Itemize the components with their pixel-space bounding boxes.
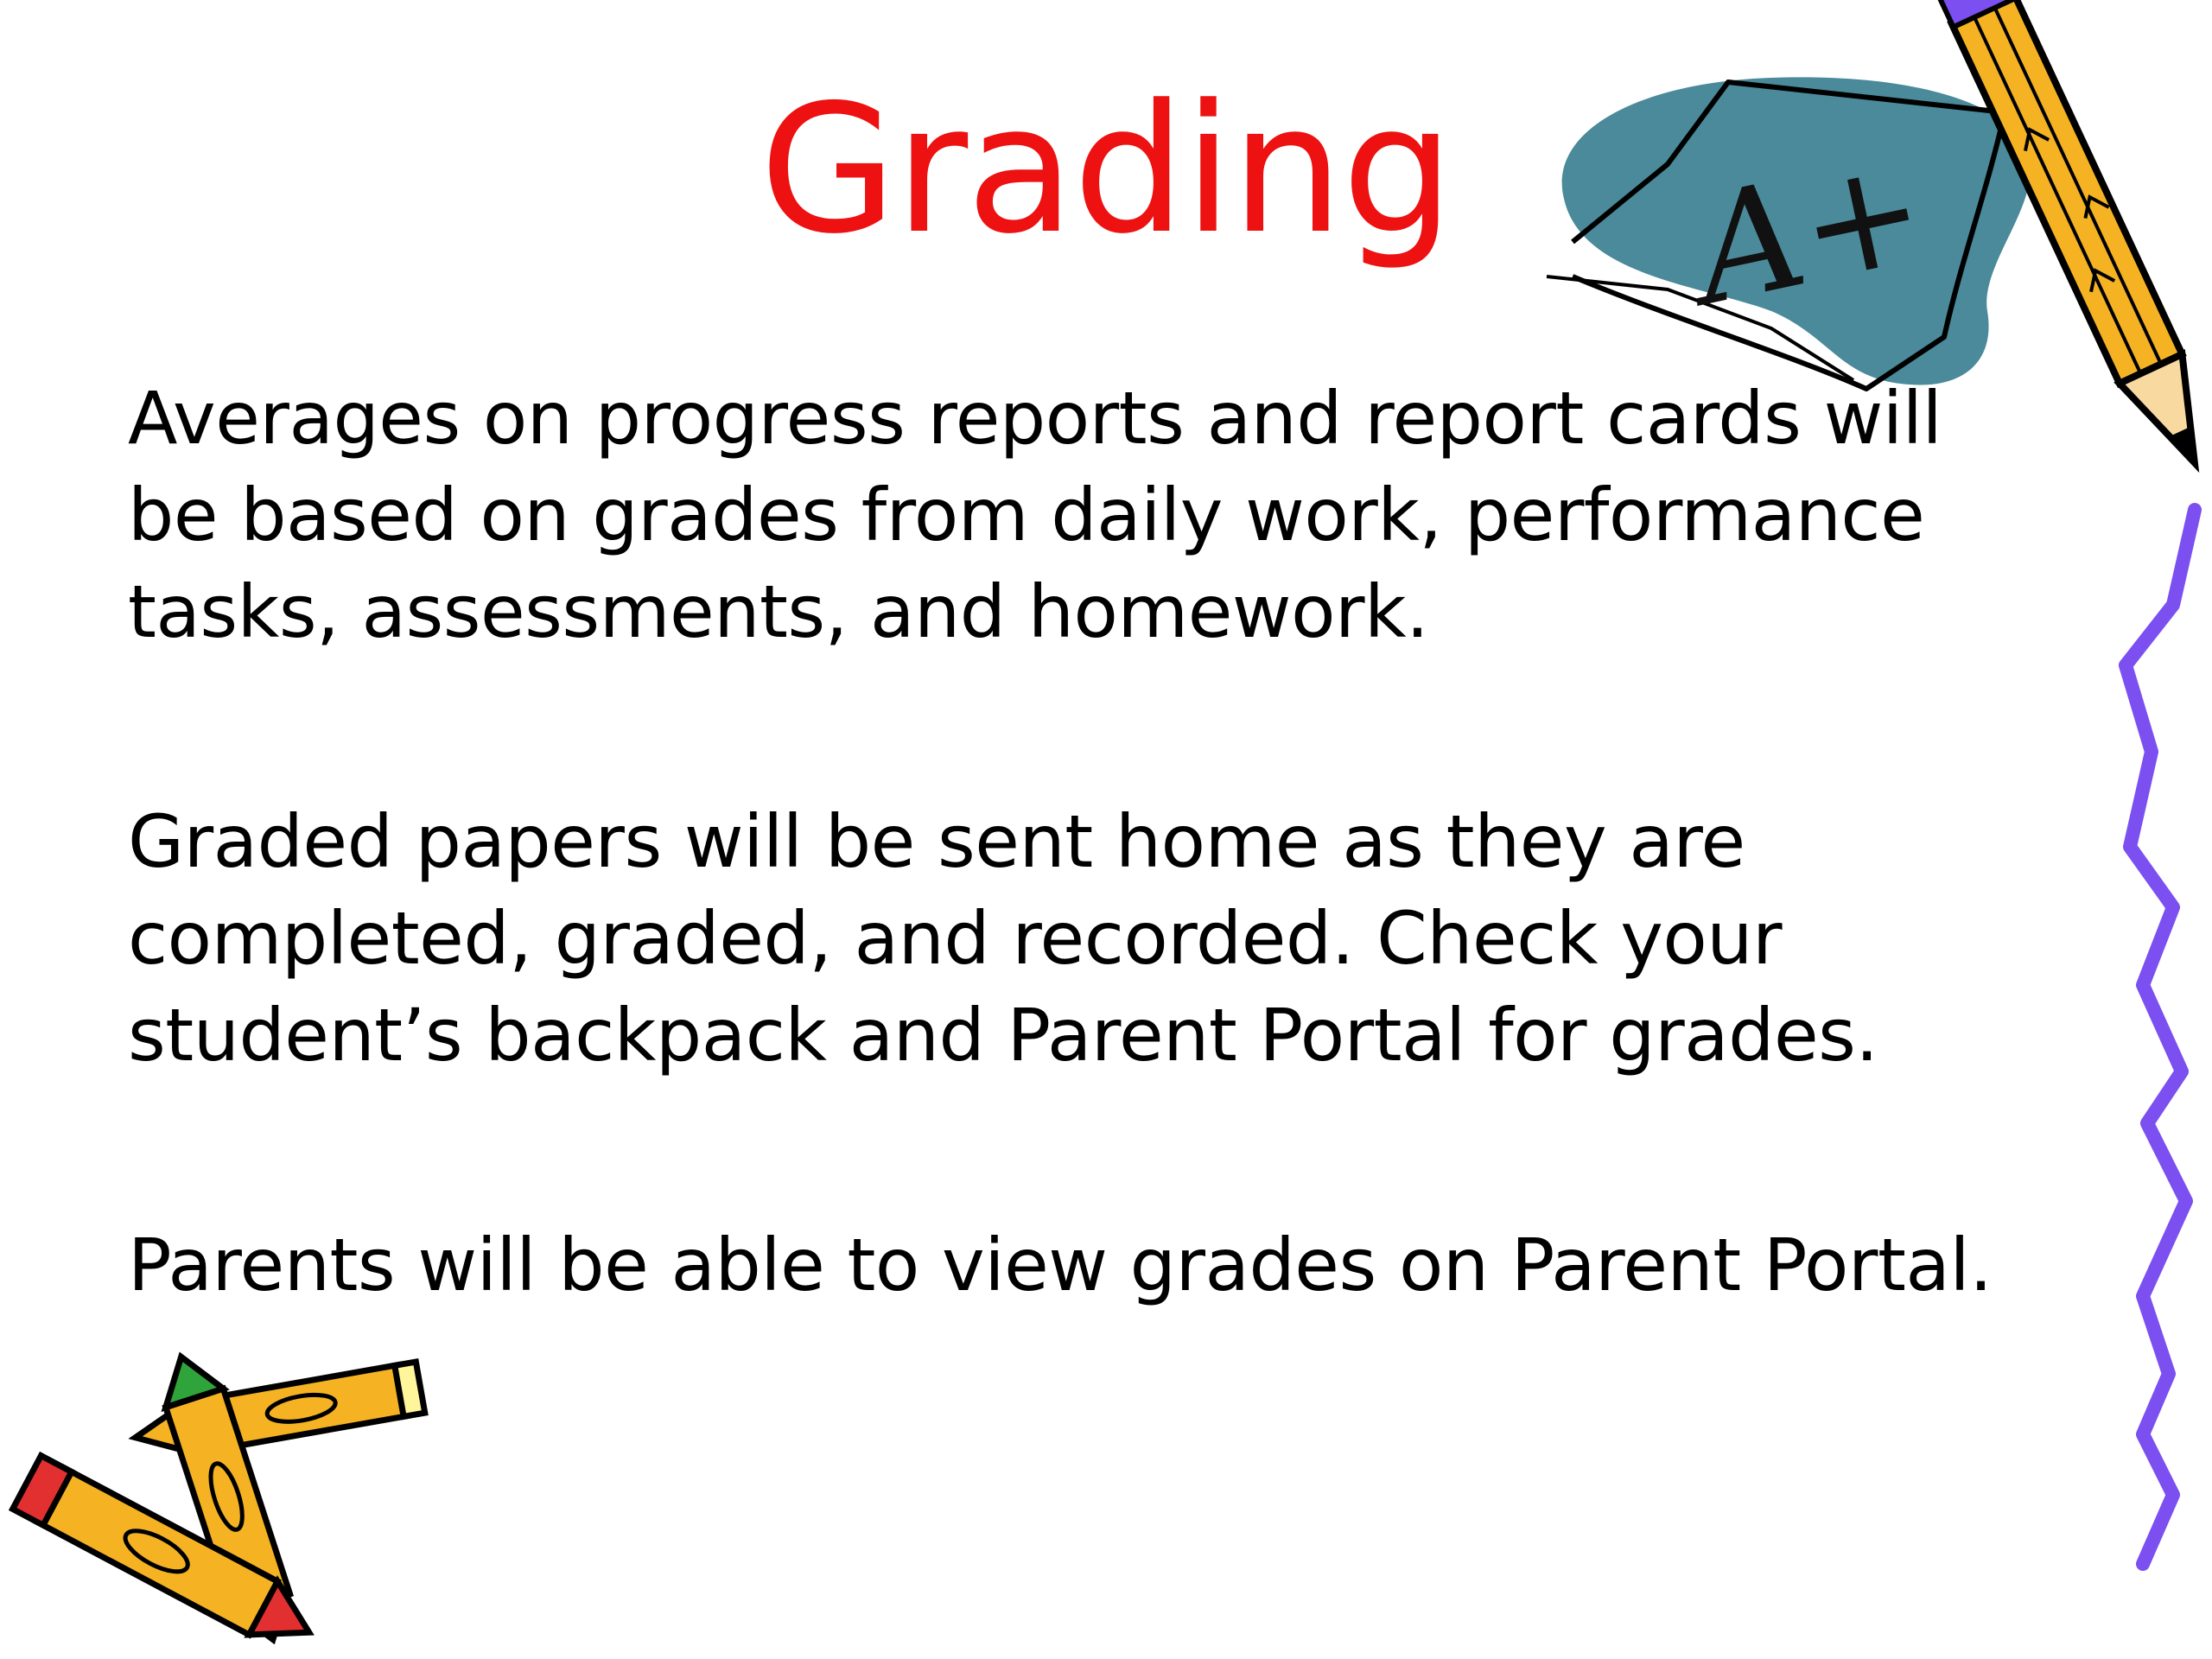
squiggle-line	[2126, 510, 2195, 1564]
paragraph-graded-papers: Graded papers will be sent home as they are completed, graded, and recorded. Check your student’s backpack and Parent Portal for grades.	[128, 799, 1878, 1077]
slide-title: Grading	[760, 67, 1452, 273]
paragraph-parent-portal: Parents will be able to view grades on Parent Portal.	[128, 1223, 1993, 1307]
crayons-icon	[0, 1331, 484, 1659]
squiggle-border-decoration	[2091, 501, 2212, 1581]
a-plus-mark: A+	[1680, 123, 1940, 339]
graded-paper-pencil-icon	[1460, 0, 2212, 536]
paragraph-averages: Averages on progress reports and report cards will be based on grades from daily work, performance tasks, assessments, and homework.	[128, 376, 1942, 654]
